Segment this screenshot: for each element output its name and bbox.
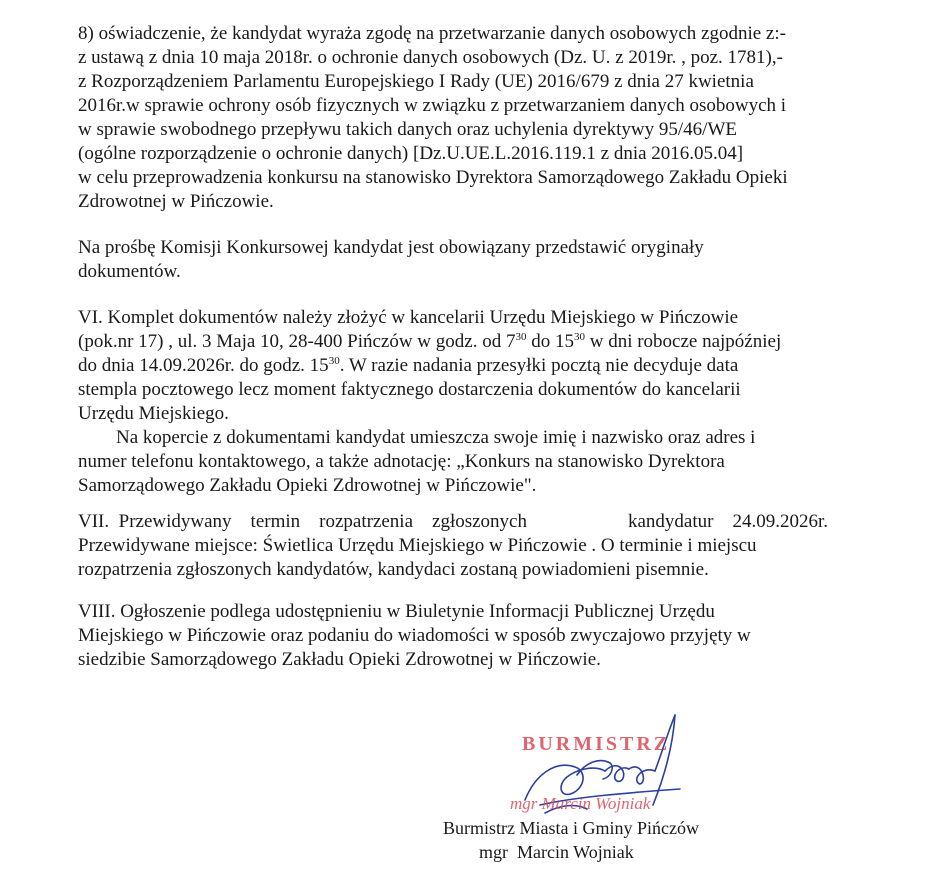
vii-line-1a: VII. Przewidywany termin rozpatrzenia zgłoszonych xyxy=(78,511,527,532)
item8-line-8: Zdrowotnej w Pińczowie. xyxy=(78,191,274,212)
vi-line-1: VI. Komplet dokumentów należy złożyć w kancelarii Urzędu Miejskiego w Pińczowie xyxy=(78,307,739,328)
vii-line-3: rozpatrzenia zgłoszonych kandydatów, kandydaci zostaną powiadomieni pisemnie. xyxy=(78,559,709,580)
request-line-2: dokumentów. xyxy=(78,261,181,282)
vi-line-2: (pok.nr 17) , ul. 3 Maja 10, 28-400 Pińczów w godz. od $7^{30}$ do $15^{30}$ w dni robocze najpóźniej xyxy=(78,331,782,352)
vi-p2-line-1: Na kopercie z dokumentami kandydat umieszcza swoje imię i nazwisko oraz adres i xyxy=(116,427,756,448)
vi-p2-line-3: Samorządowego Zakładu Opieki Zdrowotnej w Pińczowie". xyxy=(78,475,537,496)
signature-title: Burmistrz Miasta i Gminy Pińczów xyxy=(443,818,699,838)
signature-name: mgr Marcin Wojniak xyxy=(479,842,634,862)
viii-line-2: Miejskiego w Pińczowie oraz podaniu do wiadomości w sposób zwyczajowo przyjęty w xyxy=(78,625,751,646)
vii-line-1b: kandydatur 24.09.2026r. xyxy=(628,511,829,532)
vi-line-4: stempla pocztowego lecz moment faktycznego dostarczenia dokumentów do kancelarii xyxy=(78,379,741,400)
request-line-1: Na prośbę Komisji Konkursowej kandydat jest obowiązany przedstawić oryginały xyxy=(78,237,704,258)
vi-line-5: Urzędu Miejskiego. xyxy=(78,403,229,424)
vi-p2-line-2: numer telefonu kontaktowego, a także adnotację: „Konkurs na stanowisko Dyrektora xyxy=(78,451,725,472)
viii-line-3: siedzibie Samorządowego Zakładu Opieki Zdrowotnej w Pińczowie. xyxy=(78,649,601,670)
item8-line-3: z Rozporządzeniem Parlamentu Europejskiego I Rady (UE) 2016/679 z dnia 27 kwietnia xyxy=(78,71,754,92)
item8-line-7: w celu przeprowadzenia konkursu na stanowisko Dyrektora Samorządowego Zakładu Opieki xyxy=(78,167,788,188)
item8-line-5: w sprawie swobodnego przepływu takich danych oraz uchylenia dyrektywy 95/46/WE xyxy=(78,119,737,140)
item8-line-4: 2016r.w sprawie ochrony osób fizycznych w związku z przetwarzaniem danych osobowych i xyxy=(78,95,787,116)
vii-line-2: Przewidywane miejsce: Świetlica Urzędu Miejskiego w Pińczowie . O terminie i miejscu xyxy=(78,535,757,556)
item8-line-6: (ogólne rozporządzenie o ochronie danych) [Dz.U.UE.L.2016.119.1 z dnia 2016.05.04] xyxy=(78,143,744,164)
item8-line-2: z ustawą z dnia 10 maja 2018r. o ochronie danych osobowych (Dz. U. z 2019r. , poz. 1781),- xyxy=(78,47,783,68)
stamp-name: mgr Marcin Wojniak xyxy=(510,794,651,813)
vi-line-3: do dnia 14.09.2026r. do godz. $15^{30}$. W razie nadania przesyłki pocztą nie decyduje data xyxy=(78,355,739,376)
item8-line-1: 8) oświadczenie, że kandydat wyraża zgodę na przetwarzanie danych osobowych zgodnie z:- xyxy=(78,23,786,44)
viii-line-1: VIII. Ogłoszenie podlega udostępnieniu w Biuletynie Informacji Publicznej Urzędu xyxy=(78,601,715,622)
stamp-title: BURMISTRZ xyxy=(522,733,671,755)
